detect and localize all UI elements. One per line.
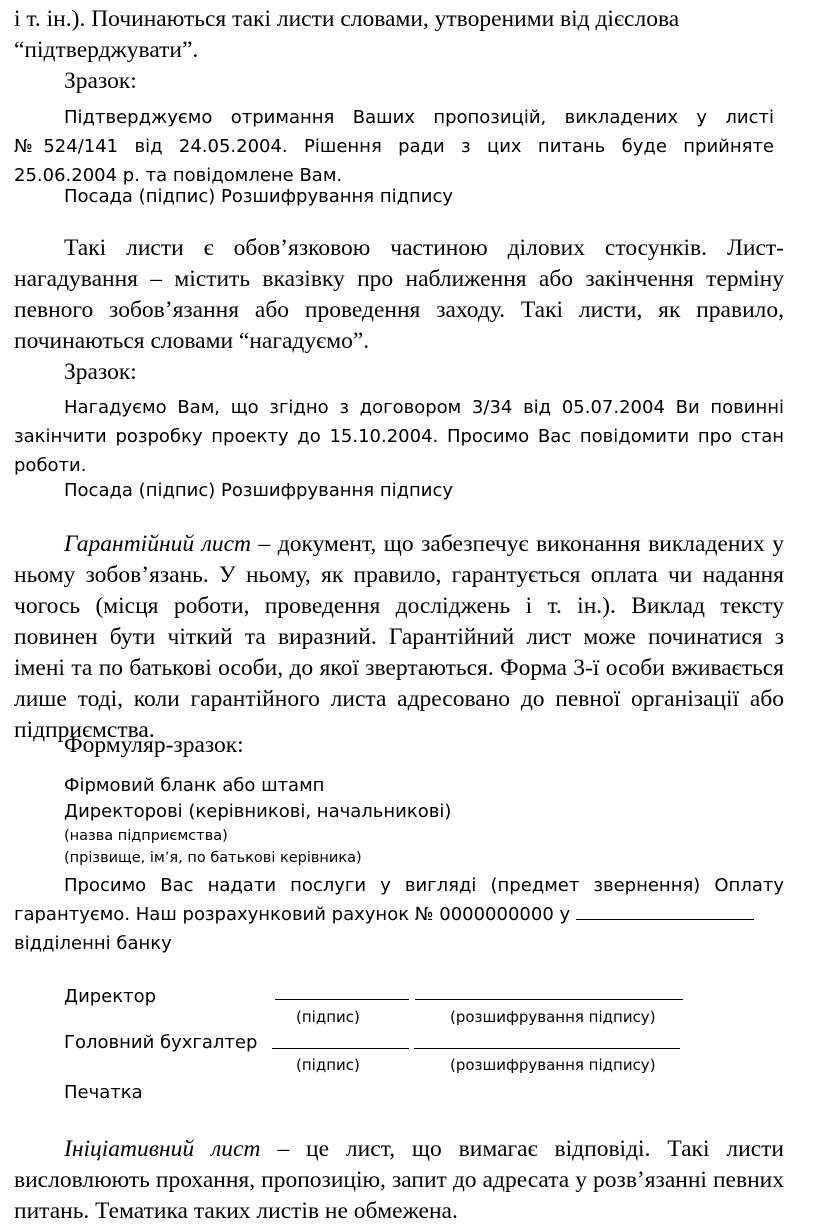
director-decode-hint: (розшифрування підпису): [450, 1008, 656, 1026]
form-addressee: Директорові (керівникові, начальникові): [64, 801, 452, 822]
accountant-signature-hint: (підпис): [296, 1056, 360, 1074]
form-label: Формуляр-зразок:: [64, 732, 244, 758]
form-name-hint: (прізвище, ім’я, по батькові керівника): [64, 850, 362, 866]
accountant-label: Головний бухгалтер: [64, 1032, 258, 1053]
form-letterhead: Фірмовий бланк або штамп: [64, 775, 325, 796]
accountant-decode-line: [414, 1048, 680, 1049]
accountant-decode-hint: (розшифрування підпису): [450, 1056, 656, 1074]
form-body-text: Просимо Вас надати послуги у вигляді (предмет звернення) Оплату гарантуємо. Наш розрахунковий рахунок № 0000000000 у: [14, 875, 784, 925]
director-decode-line: [415, 999, 683, 1000]
director-label: Директор: [64, 986, 157, 1007]
form-org-hint: (назва підприємства): [64, 828, 228, 844]
guarantee-paragraph: [14, 529, 784, 746]
intro-paragraph: [14, 4, 784, 66]
stamp-label: Печатка: [64, 1082, 143, 1103]
initiative-paragraph: [14, 1134, 784, 1227]
form-body-end: відділенні банку: [14, 933, 172, 954]
director-signature-hint: (підпис): [296, 1008, 360, 1026]
sample2-signature: Посада (підпис) Розшифрування підпису: [64, 480, 454, 501]
initiative-term: Ініціативний лист: [64, 1136, 261, 1162]
intro-line-1: і т. ін.). Починаються такі листи словами, утвореними від дієслова: [14, 6, 680, 32]
accountant-signature-line: [272, 1048, 409, 1049]
initiative-text: – це лист, що вимагає відповіді. Такі листи висловлюють прохання, пропозицію, запит до адресата у розв’язанні певних питань. Тематика таких листів не обмежена.: [14, 1136, 784, 1224]
guarantee-text: – документ, що забезпечує виконання викладених у ньому зобов’язань. У ньому, як правило, гарантується оплата чи надання чогось (місця роботи, проведення досліджень і т. ін.). Виклад тексту повинен бути чіткий та виразний. Гарантійний лист може починатися з імені та по батькові особи, до якої звертаються. Форма 3-ї особи вживається лише тоді, коли гарантійного листа адресовано до певної організації або підприємства.: [14, 531, 785, 743]
guarantee-term: Гарантійний лист: [64, 531, 252, 557]
sample2-label: Зразок:: [64, 359, 137, 385]
sample2-text: Нагадуємо Вам, що згідно з договором 3/34 від 05.07.2004 Ви повинні закінчити розробку проекту до 15.10.2004. Просимо Вас повідомити про стан роботи.: [14, 397, 784, 476]
reminder-paragraph: Такі листи є обов’язковою частиною ділових стосунків. Лист-нагадування – містить вказівку про наближення або закінчення терміну певного зобов’язання або проведення заходу. Такі листи, як правило, починаються словами “нагадуємо”.: [14, 235, 784, 354]
sample1-label: Зразок:: [64, 68, 137, 94]
bank-blank-line: [576, 901, 754, 920]
sample1-signature: Посада (підпис) Розшифрування підпису: [64, 186, 454, 207]
director-signature-line: [275, 999, 409, 1000]
intro-line-2: “підтверджувати”.: [14, 37, 199, 63]
form-body: [14, 871, 784, 958]
sample1-text: Підтверджуємо отримання Ваших пропозицій, викладених у листі №524/141 від 24.05.2004. Рішення ради з цих питань буде прийняте 25.06.2004 р. та повідомлене Вам.: [14, 107, 774, 186]
